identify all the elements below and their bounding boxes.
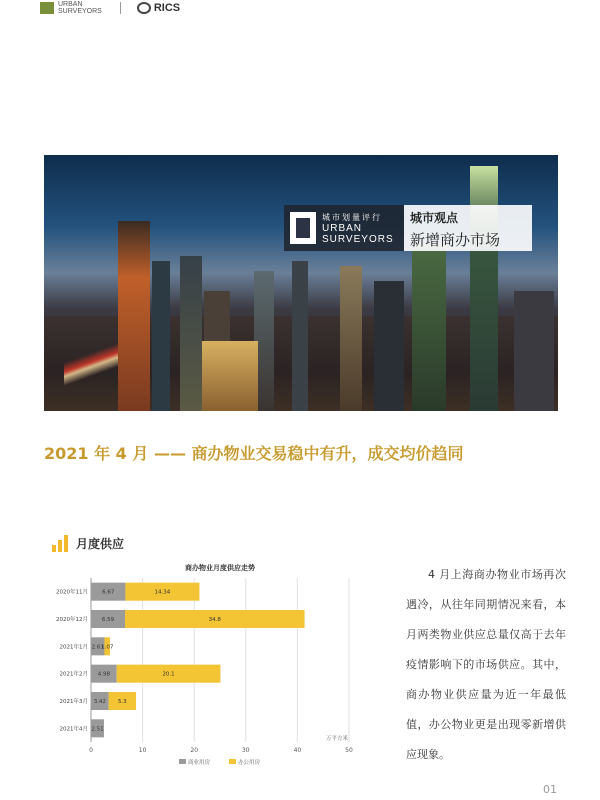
x-tick-label: 10 (138, 747, 147, 754)
y-tick-label: 2020年12月 (56, 617, 88, 623)
brand-cn: 城市划量评行 (322, 212, 382, 222)
chart-title: 商办物业月度供应走势 (185, 564, 255, 572)
data-label: 20.1 (162, 671, 175, 678)
x-tick-label: 30 (241, 747, 250, 754)
brand-en-2: SURVEYORS (322, 233, 394, 245)
x-tick-label: 50 (345, 747, 353, 754)
analysis-text: 4 月上海商办物业市场再次遇冷，从往年同期情况来看，本月两类物业供应总量仅高于去年疫情影响下的市场供应。其中，商办物业供应量为近一年最低值，办公物业更是出现零新增供应现象。 (406, 568, 566, 761)
data-label: 2.61 (91, 644, 104, 651)
logo-line-1: URBAN (58, 1, 83, 8)
urban-surveyors-logo-icon (40, 2, 54, 14)
legend-label: 商业用房 (188, 760, 211, 766)
tower (470, 166, 498, 411)
data-label: 34.8 (208, 617, 221, 623)
legend-swatch (179, 759, 186, 764)
tower (180, 256, 202, 411)
legend-label: 办公用房 (238, 760, 261, 766)
legend-swatch (229, 759, 236, 764)
data-label: 6.67 (102, 589, 115, 596)
data-label: 4.98 (97, 671, 110, 678)
supply-chart (44, 560, 364, 775)
section-title-text: 月度供应 (76, 537, 125, 551)
tower (118, 221, 150, 411)
hero-cityscape-image (44, 155, 558, 411)
brand-overlay (284, 205, 532, 251)
bar-chart-icon (52, 535, 70, 552)
section-title (52, 535, 124, 552)
y-tick-label: 2021年1月 (59, 644, 88, 651)
topic-tag-title: 城市观点 (410, 211, 459, 225)
header-divider (120, 2, 121, 14)
tower (412, 246, 446, 411)
report-headline: 2021 年 4 月 —— 商办物业交易稳中有升，成交均价趋同 (44, 444, 464, 463)
tower (152, 261, 170, 411)
urban-surveyors-logo (58, 1, 102, 15)
data-label: 3.42 (93, 699, 106, 705)
data-label: 5.3 (117, 699, 127, 705)
urban-surveyors-mark-icon (290, 212, 316, 244)
logo-line-2: SURVEYORS (58, 8, 102, 15)
topic-tag (404, 205, 532, 251)
unit-label: 万平方米 (325, 736, 348, 742)
supply-chart-svg (44, 560, 364, 775)
data-label: 1.07 (101, 644, 114, 651)
x-tick-label: 20 (190, 747, 199, 754)
rics-logo-icon (137, 2, 151, 14)
x-tick-label: 0 (89, 747, 93, 754)
brand-en-1: URBAN (322, 222, 363, 234)
data-label: 6.59 (101, 617, 115, 623)
analysis-paragraph (406, 560, 566, 770)
light-trail-road (64, 316, 124, 411)
topic-tag-subtitle: 新增商办市场 (410, 231, 501, 249)
header (40, 0, 180, 16)
clock-tower-building (202, 341, 258, 411)
tower (292, 261, 308, 411)
tower (374, 281, 404, 411)
brand-block (284, 205, 404, 251)
rics-logo-text: RICS (153, 2, 181, 14)
data-label: 14.34 (154, 589, 171, 596)
page-number: 01 (543, 783, 557, 796)
y-tick-label: 2021年4月 (59, 726, 88, 733)
tower (514, 291, 554, 411)
data-label: 2.51 (91, 726, 104, 733)
x-tick-label: 40 (293, 747, 302, 754)
y-tick-label: 2021年2月 (59, 671, 88, 678)
y-tick-label: 2021年3月 (59, 699, 88, 705)
tower (340, 266, 362, 411)
y-tick-label: 2020年11月 (56, 589, 88, 596)
